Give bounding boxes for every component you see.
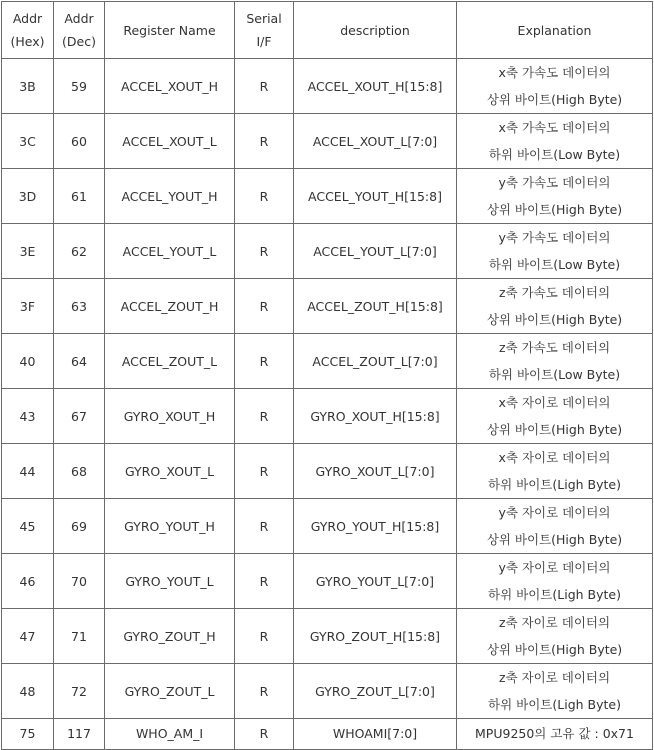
cell-register-name: ACCEL_ZOUT_L <box>105 334 235 389</box>
explanation-line-2: 상위 바이트(High Byte) <box>486 312 623 327</box>
explanation-line-1: y축 자이로 데이터의 <box>498 505 611 520</box>
register-table <box>1 1 653 750</box>
table-row <box>2 169 653 224</box>
header-serial-if-line-2: I/F <box>256 34 272 49</box>
cell-description: WHOAMI[7:0] <box>294 719 457 750</box>
cell-explanation <box>457 664 653 719</box>
cell-addr-hex: 3F <box>2 279 54 334</box>
cell-addr-hex: 3D <box>2 169 54 224</box>
table-row <box>2 664 653 719</box>
cell-description: ACCEL_YOUT_H[15:8] <box>294 169 457 224</box>
cell-addr-hex: 46 <box>2 554 54 609</box>
table-row <box>2 389 653 444</box>
cell-addr-hex: 3E <box>2 224 54 279</box>
cell-serial-if: R <box>235 334 294 389</box>
explanation-line-1: x축 자이로 데이터의 <box>498 395 611 410</box>
header-addr-dec-line-1: Addr <box>64 11 94 26</box>
explanation-line-2: 상위 바이트(High Byte) <box>486 532 623 547</box>
explanation-line-2: 상위 바이트(High Byte) <box>486 422 623 437</box>
header-addr-dec <box>54 2 105 59</box>
cell-register-name: GYRO_YOUT_H <box>105 499 235 554</box>
cell-serial-if: R <box>235 224 294 279</box>
cell-addr-dec: 67 <box>54 389 105 444</box>
cell-serial-if: R <box>235 389 294 444</box>
cell-addr-dec: 61 <box>54 169 105 224</box>
cell-addr-dec: 59 <box>54 59 105 114</box>
cell-description: GYRO_YOUT_H[15:8] <box>294 499 457 554</box>
explanation-line-1: z축 가속도 데이터의 <box>498 285 611 300</box>
cell-description: GYRO_ZOUT_L[7:0] <box>294 664 457 719</box>
explanation-line-1: x축 가속도 데이터의 <box>498 120 611 135</box>
cell-addr-hex: 43 <box>2 389 54 444</box>
explanation-line-2: 하위 바이트(Low Byte) <box>488 367 621 382</box>
cell-description: ACCEL_ZOUT_H[15:8] <box>294 279 457 334</box>
header-serial-if <box>235 2 294 59</box>
explanation-line-1: MPU9250의 고유 값 : 0x71 <box>475 726 634 741</box>
cell-serial-if: R <box>235 444 294 499</box>
header-addr-hex <box>2 2 54 59</box>
table-row <box>2 554 653 609</box>
cell-explanation <box>457 719 653 750</box>
explanation-line-2: 하위 바이트(Ligh Byte) <box>488 697 621 712</box>
cell-explanation <box>457 334 653 389</box>
cell-addr-hex: 40 <box>2 334 54 389</box>
cell-serial-if: R <box>235 169 294 224</box>
cell-explanation <box>457 279 653 334</box>
table-body <box>2 59 653 750</box>
cell-addr-hex: 45 <box>2 499 54 554</box>
explanation-line-1: x축 가속도 데이터의 <box>498 65 611 80</box>
cell-explanation <box>457 554 653 609</box>
explanation-line-1: x축 자이로 데이터의 <box>498 450 611 465</box>
table-row <box>2 114 653 169</box>
cell-addr-dec: 63 <box>54 279 105 334</box>
cell-description: GYRO_YOUT_L[7:0] <box>294 554 457 609</box>
cell-register-name: GYRO_XOUT_H <box>105 389 235 444</box>
explanation-line-2: 하위 바이트(Low Byte) <box>488 147 621 162</box>
header-row <box>2 2 653 59</box>
cell-addr-hex: 3B <box>2 59 54 114</box>
cell-serial-if: R <box>235 609 294 664</box>
explanation-line-1: y축 가속도 데이터의 <box>498 230 611 245</box>
explanation-line-2: 하위 바이트(Low Byte) <box>488 257 621 272</box>
cell-register-name: ACCEL_YOUT_H <box>105 169 235 224</box>
cell-register-name: GYRO_ZOUT_H <box>105 609 235 664</box>
cell-addr-dec: 69 <box>54 499 105 554</box>
cell-register-name: ACCEL_XOUT_L <box>105 114 235 169</box>
cell-register-name: GYRO_YOUT_L <box>105 554 235 609</box>
header-addr-hex-line-1: Addr <box>12 11 43 26</box>
cell-explanation <box>457 169 653 224</box>
table-row <box>2 279 653 334</box>
cell-serial-if: R <box>235 114 294 169</box>
explanation-line-2: 상위 바이트(High Byte) <box>486 642 623 657</box>
cell-explanation <box>457 224 653 279</box>
table-row <box>2 444 653 499</box>
table-row <box>2 59 653 114</box>
header-description: description <box>294 2 457 59</box>
explanation-line-2: 상위 바이트(High Byte) <box>486 92 623 107</box>
header-explanation: Explanation <box>457 2 653 59</box>
cell-description: ACCEL_YOUT_L[7:0] <box>294 224 457 279</box>
cell-serial-if: R <box>235 554 294 609</box>
cell-register-name: ACCEL_XOUT_H <box>105 59 235 114</box>
cell-serial-if: R <box>235 59 294 114</box>
cell-addr-hex: 48 <box>2 664 54 719</box>
explanation-line-1: y축 가속도 데이터의 <box>498 175 611 190</box>
table-row <box>2 719 653 750</box>
cell-description: ACCEL_XOUT_L[7:0] <box>294 114 457 169</box>
cell-register-name: WHO_AM_I <box>105 719 235 750</box>
explanation-line-2: 상위 바이트(High Byte) <box>486 202 623 217</box>
cell-description: ACCEL_XOUT_H[15:8] <box>294 59 457 114</box>
header-addr-dec-line-2: (Dec) <box>62 34 96 49</box>
cell-explanation <box>457 499 653 554</box>
cell-serial-if: R <box>235 719 294 750</box>
cell-register-name: ACCEL_ZOUT_H <box>105 279 235 334</box>
table-header <box>2 2 653 59</box>
header-addr-hex-line-2: (Hex) <box>10 34 45 49</box>
cell-explanation <box>457 444 653 499</box>
header-serial-if-line-1: Serial <box>246 11 282 26</box>
cell-addr-dec: 117 <box>54 719 105 750</box>
cell-explanation <box>457 389 653 444</box>
cell-description: GYRO_XOUT_H[15:8] <box>294 389 457 444</box>
cell-explanation <box>457 59 653 114</box>
cell-explanation <box>457 609 653 664</box>
cell-register-name: GYRO_ZOUT_L <box>105 664 235 719</box>
cell-addr-dec: 70 <box>54 554 105 609</box>
cell-serial-if: R <box>235 279 294 334</box>
cell-explanation <box>457 114 653 169</box>
explanation-line-1: z축 자이로 데이터의 <box>498 615 611 630</box>
cell-description: ACCEL_ZOUT_L[7:0] <box>294 334 457 389</box>
cell-serial-if: R <box>235 499 294 554</box>
table-row <box>2 224 653 279</box>
cell-serial-if: R <box>235 664 294 719</box>
cell-addr-hex: 75 <box>2 719 54 750</box>
explanation-line-2: 하위 바이트(Ligh Byte) <box>488 477 621 492</box>
explanation-line-1: z축 자이로 데이터의 <box>498 670 611 685</box>
table-row <box>2 609 653 664</box>
cell-addr-hex: 44 <box>2 444 54 499</box>
explanation-line-1: y축 자이로 데이터의 <box>498 560 611 575</box>
header-register-name: Register Name <box>105 2 235 59</box>
cell-register-name: GYRO_XOUT_L <box>105 444 235 499</box>
cell-addr-dec: 71 <box>54 609 105 664</box>
cell-addr-dec: 62 <box>54 224 105 279</box>
cell-addr-dec: 72 <box>54 664 105 719</box>
table-row <box>2 334 653 389</box>
table-row <box>2 499 653 554</box>
cell-addr-dec: 64 <box>54 334 105 389</box>
cell-description: GYRO_ZOUT_H[15:8] <box>294 609 457 664</box>
explanation-line-2: 하위 바이트(Ligh Byte) <box>488 587 621 602</box>
explanation-line-1: z축 가속도 데이터의 <box>498 340 611 355</box>
cell-addr-hex: 47 <box>2 609 54 664</box>
cell-description: GYRO_XOUT_L[7:0] <box>294 444 457 499</box>
cell-register-name: ACCEL_YOUT_L <box>105 224 235 279</box>
cell-addr-dec: 68 <box>54 444 105 499</box>
cell-addr-dec: 60 <box>54 114 105 169</box>
cell-addr-hex: 3C <box>2 114 54 169</box>
